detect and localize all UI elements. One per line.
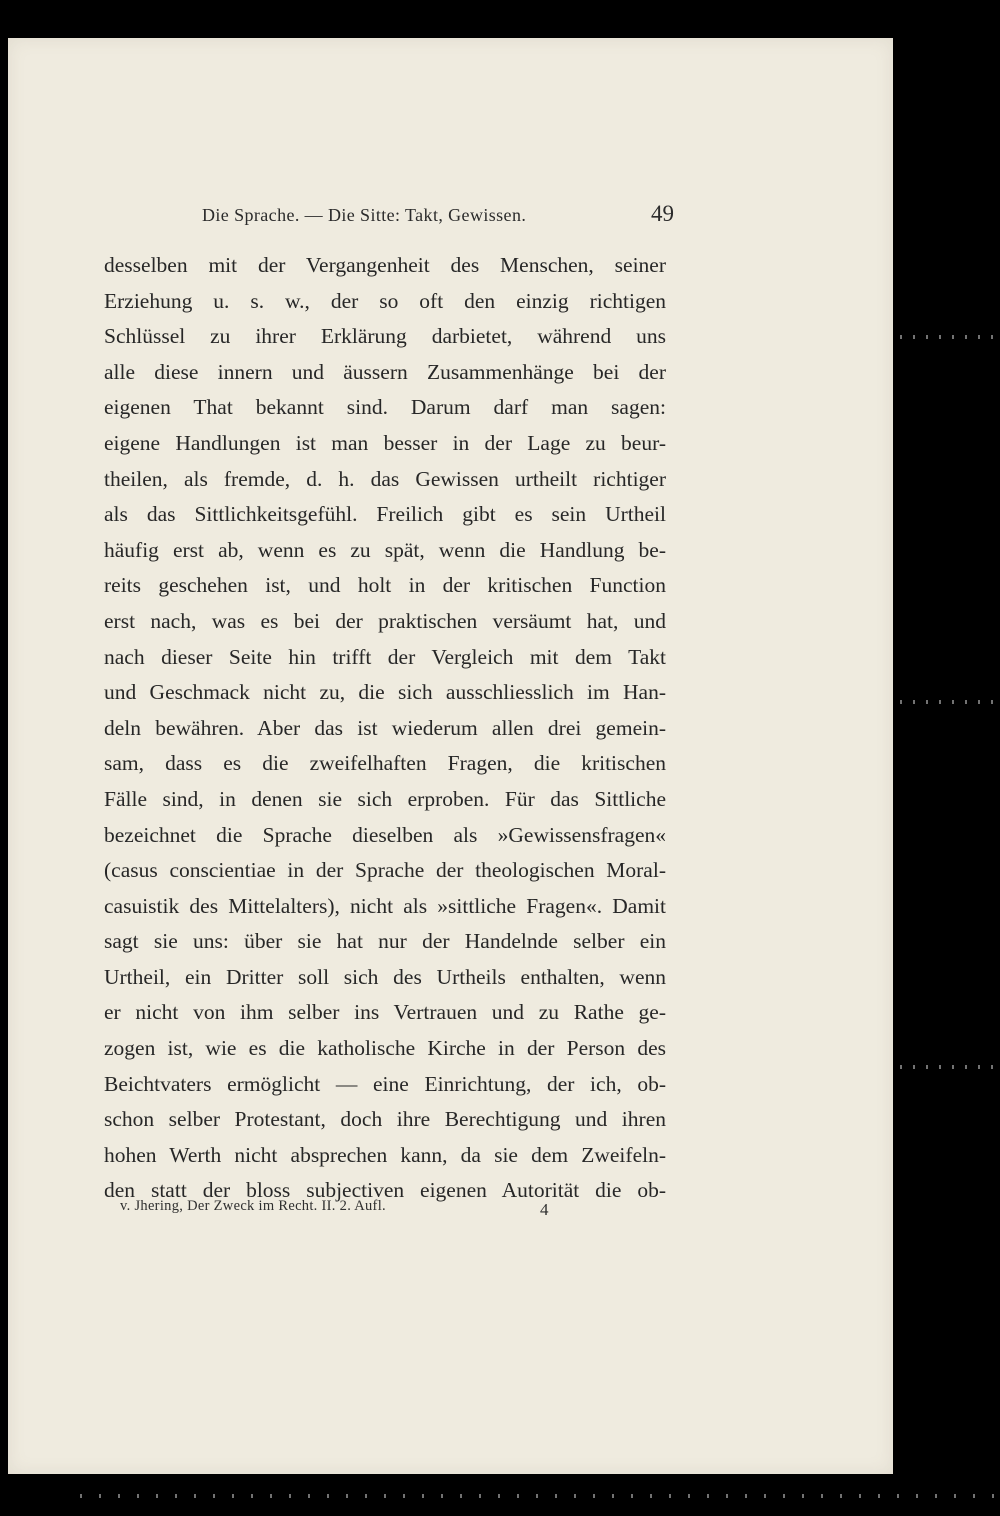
edge-mark xyxy=(308,1494,310,1498)
text-line: sam, dass es die zweifelhaften Fragen, die kritischen xyxy=(104,751,666,776)
text-line: theilen, als fremde, d. h. das Gewissen urtheilt richtiger xyxy=(104,466,666,491)
text-line: schon selber Protestant, doch ihre Berechtigung und ihren xyxy=(104,1107,666,1132)
edge-mark xyxy=(251,1494,253,1498)
edge-mark xyxy=(897,1494,899,1498)
text-line: desselben mit der Vergangenheit des Menschen, seiner xyxy=(104,253,666,277)
edge-mark xyxy=(631,1494,633,1498)
text-line: (casus conscientiae in der Sprache der theologischen Moral- xyxy=(104,858,666,883)
edge-mark xyxy=(900,1065,902,1069)
edge-mark xyxy=(137,1494,139,1498)
edge-mark xyxy=(479,1494,481,1498)
edge-mark xyxy=(992,1494,994,1498)
edge-mark xyxy=(270,1494,272,1498)
edge-mark xyxy=(926,335,928,339)
edge-mark xyxy=(952,335,954,339)
edge-mark xyxy=(965,700,967,704)
text-line: er nicht von ihm selber ins Vertrauen und zu Rathe ge- xyxy=(104,1000,666,1025)
text-line: Fälle sind, in denen sie sich erproben. Für das Sittliche xyxy=(104,786,666,811)
edge-mark xyxy=(422,1494,424,1498)
edge-mark xyxy=(327,1494,329,1498)
edge-mark xyxy=(517,1494,519,1498)
edge-mark xyxy=(978,335,980,339)
edge-mark xyxy=(859,1494,861,1498)
edge-mark xyxy=(913,1065,915,1069)
edge-mark xyxy=(952,1065,954,1069)
edge-mark xyxy=(555,1494,557,1498)
edge-mark xyxy=(900,700,902,704)
edge-mark xyxy=(926,700,928,704)
text-line: sagt sie uns: über sie hat nur der Handelnde selber ein xyxy=(104,929,666,954)
edge-mark xyxy=(498,1494,500,1498)
text-line: reits geschehen ist, und holt in der kritischen Function xyxy=(104,573,666,598)
edge-mark xyxy=(952,700,954,704)
text-line: erst nach, was es bei der praktischen versäumt hat, und xyxy=(104,608,666,633)
text-line: Schlüssel zu ihrer Erklärung darbietet, während uns xyxy=(104,324,666,349)
edge-mark xyxy=(965,1065,967,1069)
edge-mark xyxy=(900,335,902,339)
edge-mark xyxy=(991,1065,993,1069)
edge-mark xyxy=(688,1494,690,1498)
page-header xyxy=(104,203,674,233)
text-line: eigenen That bekannt sind. Darum darf man sagen: xyxy=(104,395,666,420)
edge-mark xyxy=(726,1494,728,1498)
edge-mark xyxy=(954,1494,956,1498)
text-line: den statt der bloss subjectiven eigenen Autorität die ob- xyxy=(104,1178,666,1203)
edge-mark xyxy=(612,1494,614,1498)
text-line: alle diese innern und äussern Zusammenhänge bei der xyxy=(104,359,666,384)
edge-mark xyxy=(926,1065,928,1069)
text-line: nach dieser Seite hin trifft der Vergleich mit dem Takt xyxy=(104,644,666,669)
page-number: 49 xyxy=(651,201,674,226)
edge-mark xyxy=(707,1494,709,1498)
edge-mark xyxy=(365,1494,367,1498)
text-line: Urtheil, ein Dritter soll sich des Urtheils enthalten, wenn xyxy=(104,964,666,989)
edge-mark xyxy=(593,1494,595,1498)
edge-mark xyxy=(650,1494,652,1498)
edge-mark xyxy=(403,1494,405,1498)
text-line: Erziehung u. s. w., der so oft den einzig richtigen xyxy=(104,288,666,313)
footnote: v. Jhering, Der Zweck im Recht. II. 2. Aufl. xyxy=(120,1198,386,1214)
text-line: bezeichnet die Sprache dieselben als »Gewissensfragen« xyxy=(104,822,666,847)
edge-mark xyxy=(821,1494,823,1498)
edge-mark xyxy=(978,1065,980,1069)
scan-edge-marks-right xyxy=(895,0,1000,1516)
edge-mark xyxy=(939,1065,941,1069)
text-line: häufig erst ab, wenn es zu spät, wenn die Handlung be- xyxy=(104,537,666,562)
edge-mark xyxy=(118,1494,120,1498)
text-line: deln bewähren. Aber das ist wiederum allen drei gemein- xyxy=(104,715,666,740)
edge-mark xyxy=(232,1494,234,1498)
edge-mark xyxy=(745,1494,747,1498)
edge-mark xyxy=(384,1494,386,1498)
edge-mark xyxy=(289,1494,291,1498)
edge-mark xyxy=(460,1494,462,1498)
edge-mark xyxy=(965,335,967,339)
running-head: Die Sprache. — Die Sitte: Takt, Gewissen. xyxy=(202,205,527,225)
text-line: hohen Werth nicht absprechen kann, da sie dem Zweifeln- xyxy=(104,1142,666,1167)
edge-mark xyxy=(939,335,941,339)
edge-mark xyxy=(194,1494,196,1498)
edge-mark xyxy=(939,700,941,704)
text-line: Beichtvaters ermöglicht — eine Einrichtung, der ich, ob- xyxy=(104,1071,666,1096)
edge-mark xyxy=(802,1494,804,1498)
text-line: als das Sittlichkeitsgefühl. Freilich gibt es sein Urtheil xyxy=(104,502,666,527)
edge-mark xyxy=(99,1494,101,1498)
edge-mark xyxy=(80,1494,82,1498)
edge-mark xyxy=(764,1494,766,1498)
edge-mark xyxy=(574,1494,576,1498)
edge-mark xyxy=(913,335,915,339)
signature-mark: 4 xyxy=(540,1200,549,1219)
edge-mark xyxy=(213,1494,215,1498)
edge-mark xyxy=(916,1494,918,1498)
text-line: casuistik des Mittelalters), nicht als »sittliche Fragen«. Damit xyxy=(104,893,666,918)
edge-mark xyxy=(935,1494,937,1498)
edge-mark xyxy=(441,1494,443,1498)
edge-mark xyxy=(669,1494,671,1498)
text-line: zogen ist, wie es die katholische Kirche in der Person des xyxy=(104,1036,666,1061)
edge-mark xyxy=(840,1494,842,1498)
text-line: und Geschmack nicht zu, die sich ausschliesslich im Han- xyxy=(104,680,666,705)
edge-mark xyxy=(156,1494,158,1498)
edge-mark xyxy=(783,1494,785,1498)
edge-mark xyxy=(536,1494,538,1498)
body-text xyxy=(104,248,666,1209)
edge-mark xyxy=(878,1494,880,1498)
scan-edge-marks-bottom xyxy=(0,1476,1000,1516)
edge-mark xyxy=(978,700,980,704)
edge-mark xyxy=(973,1494,975,1498)
book-page xyxy=(8,38,893,1474)
text-line: eigene Handlungen ist man besser in der Lage zu beur- xyxy=(104,430,666,455)
edge-mark xyxy=(175,1494,177,1498)
edge-mark xyxy=(913,700,915,704)
edge-mark xyxy=(346,1494,348,1498)
edge-mark xyxy=(991,700,993,704)
edge-mark xyxy=(991,335,993,339)
